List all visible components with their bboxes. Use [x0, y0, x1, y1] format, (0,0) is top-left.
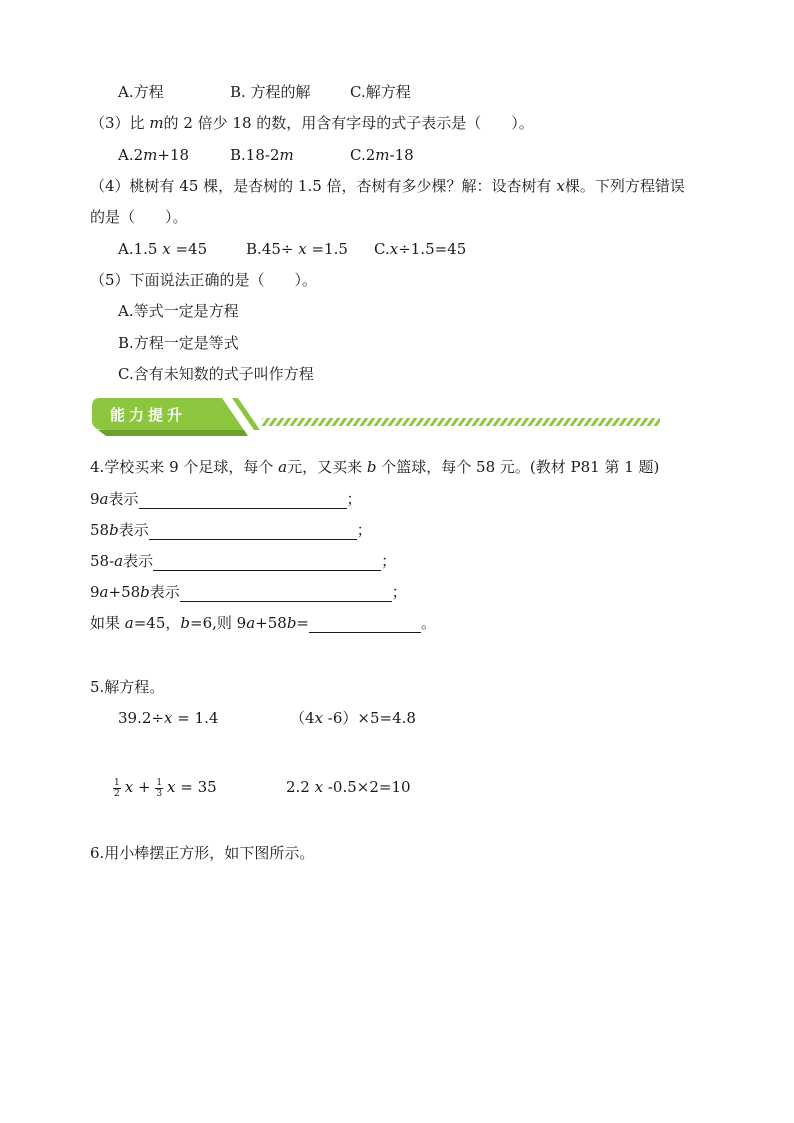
p5-equation-4: 2.2 x -0.5×2=10: [286, 778, 411, 796]
q5-option-c: C.含有未知数的式子叫作方程: [118, 365, 314, 383]
q4-stem-line1: （4）桃树有 45 棵，是杏树的 1.5 倍，杏树有多少棵？解：设杏树有 x棵。下列方程错误: [90, 177, 685, 195]
fraction-half: $\frac{1}{2}$: [114, 777, 120, 799]
q4-option-c: C.x÷1.5=45: [374, 240, 467, 258]
q3-suffix: 的 2 倍少 18 的数，用含有字母的式子表示是（ ）。: [163, 114, 534, 132]
q4-option-a: A.1.5 x =45: [118, 240, 208, 258]
q3-option-c: C.2m-18: [350, 146, 414, 164]
p5-equation-3: $\frac{1}{2}$ x + $\frac{1}{3}$ x = 35: [114, 777, 217, 799]
q4-option-b: B.45÷ x =1.5: [246, 240, 348, 258]
banner-tab-shadow: [98, 430, 248, 436]
answer-blank-4[interactable]: [180, 585, 392, 602]
answer-blank-3[interactable]: [153, 554, 381, 571]
p4-line-1: 9a表示 ；: [90, 490, 362, 508]
p4-line-2: 58b表示 ；: [90, 521, 372, 539]
p6-title: 6.用小棒摆正方形，如下图所示。: [90, 844, 315, 862]
answer-blank-5[interactable]: [309, 616, 421, 633]
q2-option-a: A.方程: [118, 83, 164, 101]
p5-equation-2: （4x -6）×5=4.8: [290, 709, 416, 727]
section-banner: [92, 398, 662, 438]
q5-stem: （5）下面说法正确的是（ ）。: [90, 271, 318, 289]
answer-blank-2[interactable]: [149, 523, 357, 540]
q3-option-b: B.18-2m: [230, 146, 294, 164]
q3-prefix: （3）比: [90, 114, 150, 132]
p4-line-4: 9a+58b表示 ；: [90, 583, 407, 601]
q3-var: m: [149, 114, 164, 132]
fraction-third: $\frac{1}{3}$: [156, 777, 163, 799]
banner-title: 能力提升: [110, 406, 187, 424]
answer-blank-1[interactable]: [139, 492, 347, 509]
p4-stem: 4.学校买来 9 个足球，每个 a元，又买来 b 个篮球，每个 58 元。(教材 P81 第 1 题): [90, 458, 660, 476]
q3-option-a: A.2m+18: [118, 146, 190, 164]
q2-option-c: C.解方程: [350, 83, 411, 101]
q5-option-b: B.方程一定是等式: [118, 334, 239, 352]
p4-line-3: 58-a表示 ；: [90, 552, 397, 570]
p5-equation-1: 39.2÷x = 1.4: [118, 709, 219, 727]
q4-stem-line2: 的是（ ）。: [90, 208, 188, 226]
q3-stem: [90, 113, 534, 133]
q5-option-a: A.等式一定是方程: [118, 302, 239, 320]
p4-line-5: 如果 a=45，b=6,则 9a+58b= 。: [90, 614, 437, 632]
q2-option-b: B. 方程的解: [230, 83, 311, 101]
p5-title: 5.解方程。: [90, 678, 165, 696]
banner-hatch-stripe: [262, 418, 660, 426]
